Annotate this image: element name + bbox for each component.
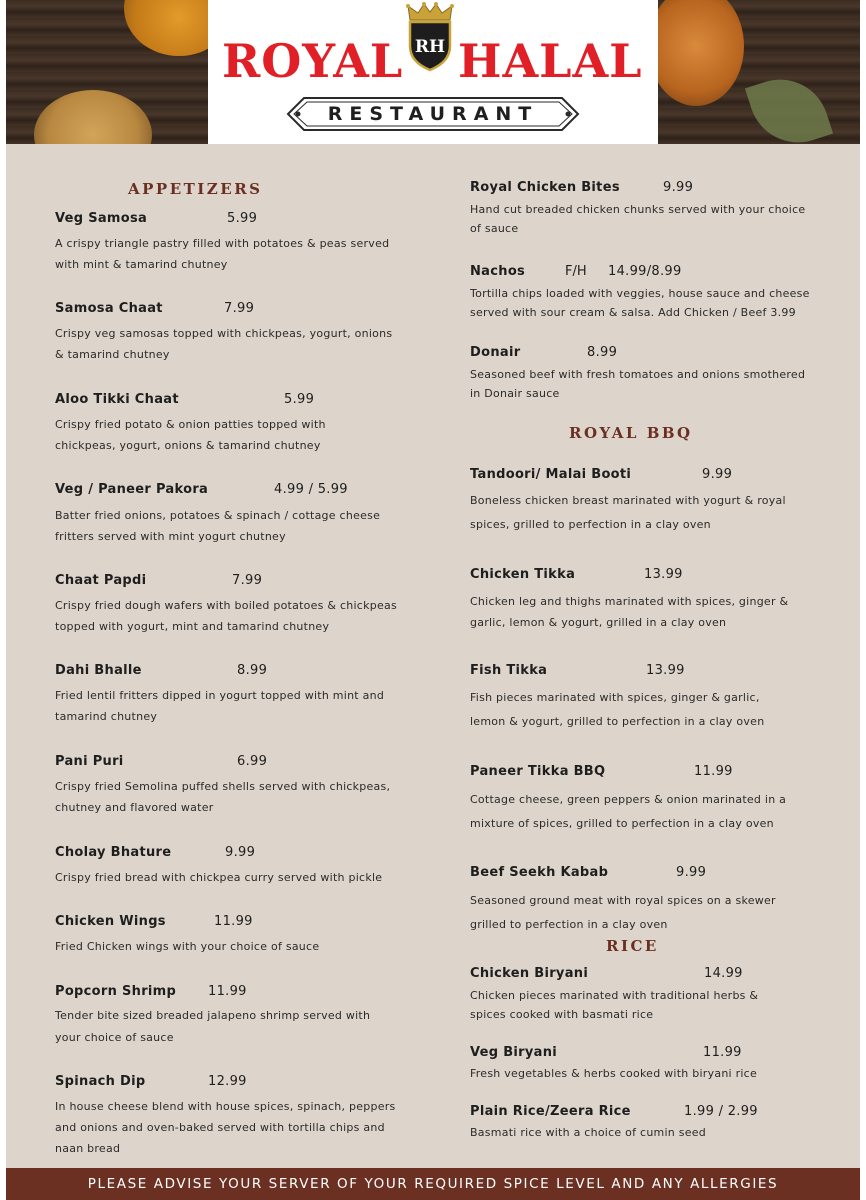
item-name: Popcorn Shrimp	[55, 984, 177, 999]
item-name: Nachos	[470, 264, 526, 279]
item-description: Fried Chicken wings with your choice of sauce	[55, 940, 320, 953]
item-price: 1.99 / 2.99	[684, 1104, 758, 1119]
item-name: Aloo Tikki Chaat	[55, 392, 179, 407]
item-name: Chicken Tikka	[470, 567, 576, 582]
brand-name-left: ROYAL	[222, 34, 404, 88]
item-description: Basmati rice with a choice of cumin seed	[470, 1126, 707, 1139]
item-name: Beef Seekh Kabab	[470, 865, 609, 880]
item-description: topped with yogurt, mint and tamarind chutney	[55, 620, 330, 633]
item-price: 13.99	[644, 567, 683, 582]
item-description: A crispy triangle pastry filled with potatoes & peas served	[55, 237, 390, 250]
item-description: Tortilla chips loaded with veggies, house sauce and cheese	[470, 287, 810, 300]
item-name: Veg Biryani	[470, 1045, 558, 1060]
logo-panel	[208, 0, 658, 144]
item-price: 11.99	[214, 914, 253, 929]
item-description: Fried lentil fritters dipped in yogurt topped with mint and	[55, 689, 385, 702]
item-name: Fish Tikka	[470, 663, 548, 678]
item-description: of sauce	[470, 222, 519, 235]
item-description: Cottage cheese, green peppers & onion marinated in a	[470, 793, 787, 806]
item-description: Crispy fried dough wafers with boiled potatoes & chickpeas	[55, 599, 397, 612]
monogram-text: RH	[414, 37, 446, 57]
item-description: lemon & yogurt, grilled to perfection in a clay oven	[470, 715, 765, 728]
restaurant-subtitle: RESTAURANT	[327, 103, 539, 125]
item-price: 9.99	[663, 180, 694, 195]
footer-banner	[6, 1168, 860, 1200]
item-name: Tandoori/ Malai Booti	[470, 467, 632, 482]
item-name: Chicken Wings	[55, 914, 166, 929]
item-description: Hand cut breaded chicken chunks served with your choice	[470, 203, 806, 216]
item-description: Batter fried onions, potatoes & spinach / cottage cheese	[55, 509, 381, 522]
item-name: Chaat Papdi	[55, 573, 147, 588]
item-price: 11.99	[703, 1045, 742, 1060]
header-banner	[6, 0, 860, 144]
item-description: Seasoned ground meat with royal spices on a skewer	[470, 894, 776, 907]
section-title-appetizers: APPETIZERS	[128, 180, 263, 198]
brand-name-right: HALAL	[458, 34, 643, 88]
item-price: 13.99	[646, 663, 685, 678]
item-name: Chicken Biryani	[470, 966, 589, 981]
item-price: 5.99	[227, 211, 258, 226]
item-description: your choice of sauce	[55, 1031, 174, 1044]
item-description: fritters served with mint yogurt chutney	[55, 530, 286, 543]
item-name: Donair	[470, 345, 521, 360]
item-price: 9.99	[676, 865, 707, 880]
item-description: and onions and oven-baked served with tortilla chips and	[55, 1121, 385, 1134]
item-description: Crispy fried potato & onion patties topped with	[55, 418, 326, 431]
menu-page	[6, 0, 860, 1200]
item-price: 9.99	[702, 467, 733, 482]
item-description: with mint & tamarind chutney	[55, 258, 228, 271]
item-description: Fish pieces marinated with spices, ginger & garlic,	[470, 691, 760, 704]
item-description: mixture of spices, grilled to perfection in a clay oven	[470, 817, 774, 830]
item-price: 14.99/8.99	[608, 264, 682, 279]
item-price: 6.99	[237, 754, 268, 769]
item-price: 8.99	[587, 345, 618, 360]
item-price: 7.99	[232, 573, 263, 588]
item-price: 5.99	[284, 392, 315, 407]
item-description: In house cheese blend with house spices, spinach, peppers	[55, 1100, 396, 1113]
shield-logo-icon	[406, 18, 454, 72]
item-name: Plain Rice/Zeera Rice	[470, 1104, 631, 1119]
item-description: grilled to perfection in a clay oven	[470, 918, 668, 931]
item-name: Cholay Bhature	[55, 845, 172, 860]
item-description: garlic, lemon & yogurt, grilled in a clay oven	[470, 616, 727, 629]
item-description: Chicken pieces marinated with traditional herbs &	[470, 989, 759, 1002]
item-description: chickpeas, yogurt, onions & tamarind chutney	[55, 439, 321, 452]
item-price: 8.99	[237, 663, 268, 678]
section-title-rice: RICE	[606, 937, 659, 955]
item-description: served with sour cream & salsa. Add Chicken / Beef 3.99	[470, 306, 796, 319]
item-description: Seasoned beef with fresh tomatoes and onions smothered	[470, 368, 806, 381]
item-description: spices, grilled to perfection in a clay oven	[470, 518, 711, 531]
item-description: Fresh vegetables & herbs cooked with biryani rice	[470, 1067, 757, 1080]
allergy-notice: PLEASE ADVISE YOUR SERVER OF YOUR REQUIRED SPICE LEVEL AND ANY ALLERGIES	[87, 1176, 779, 1192]
item-name: Veg Samosa	[55, 211, 148, 226]
item-price: 11.99	[208, 984, 247, 999]
section-title-royal-bbq: ROYAL BBQ	[569, 424, 693, 442]
item-price: 7.99	[224, 301, 255, 316]
item-name: Dahi Bhalle	[55, 663, 142, 678]
item-name: Spinach Dip	[55, 1074, 146, 1089]
item-description: Tender bite sized breaded jalapeno shrimp served with	[55, 1009, 371, 1022]
item-description: Crispy fried bread with chickpea curry served with pickle	[55, 871, 383, 884]
item-price: 14.99	[704, 966, 743, 981]
item-description: Crispy veg samosas topped with chickpeas, yogurt, onions	[55, 327, 393, 340]
item-description: spices cooked with basmati rice	[470, 1008, 654, 1021]
item-size-label: F/H	[565, 264, 587, 279]
item-name: Royal Chicken Bites	[470, 180, 620, 195]
item-price: 9.99	[225, 845, 256, 860]
item-description: Crispy fried Semolina puffed shells served with chickpeas,	[55, 780, 391, 793]
item-name: Veg / Paneer Pakora	[55, 482, 209, 497]
item-name: Samosa Chaat	[55, 301, 163, 316]
item-description: & tamarind chutney	[55, 348, 170, 361]
item-price: 11.99	[694, 764, 733, 779]
item-name: Pani Puri	[55, 754, 124, 769]
item-description: tamarind chutney	[55, 710, 158, 723]
item-price: 4.99 / 5.99	[274, 482, 348, 497]
item-name: Paneer Tikka BBQ	[470, 764, 606, 779]
item-description: in Donair sauce	[470, 387, 560, 400]
item-description: Boneless chicken breast marinated with yogurt & royal	[470, 494, 786, 507]
item-description: Chicken leg and thighs marinated with spices, ginger &	[470, 595, 789, 608]
item-description: chutney and flavored water	[55, 801, 214, 814]
item-price: 12.99	[208, 1074, 247, 1089]
item-description: naan bread	[55, 1142, 121, 1155]
